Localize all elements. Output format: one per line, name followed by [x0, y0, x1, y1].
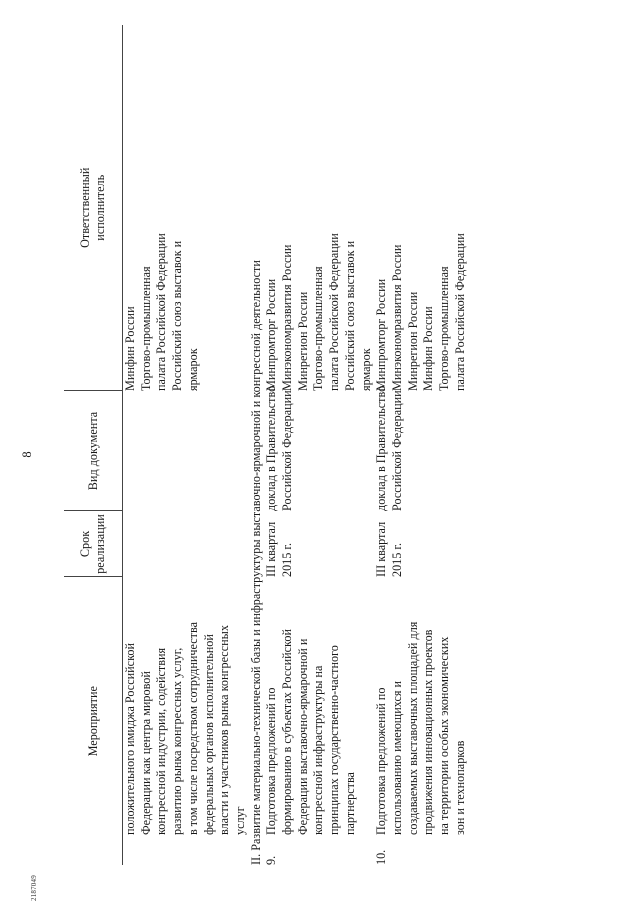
responsible-line: Минфин России	[123, 306, 137, 391]
row-number: 9.	[264, 855, 279, 865]
responsible-line: Минпромторг России	[374, 278, 389, 391]
event-line: создаваемых выставочных площадей для	[405, 621, 420, 835]
event-line: использованию имеющихся и	[389, 680, 404, 835]
event-line: власти и участников рынка конгрессных	[217, 625, 232, 835]
event-line: развитию рынка конгрессных услуг,	[170, 647, 185, 835]
header-term-line: реализации	[93, 514, 107, 574]
responsible-line: ярмарок	[185, 348, 200, 391]
event-line: услуг	[232, 806, 247, 835]
header-responsible	[64, 25, 123, 391]
term-cell-empty	[123, 511, 249, 577]
event-cell	[123, 577, 249, 835]
table-row-continuation	[123, 25, 249, 865]
page-number: 8	[20, 451, 34, 458]
responsible-line: палата Российской Федерации	[327, 233, 342, 391]
doc-type-cell	[264, 385, 374, 511]
event-line: партнерства	[342, 772, 357, 835]
header-term	[64, 511, 123, 577]
event-line: конгрессной индустрии, содействия	[154, 647, 169, 835]
responsible-line: Минфин России	[421, 306, 436, 391]
term-line: III квартал	[264, 521, 279, 577]
event-line: Подготовка предложений по	[264, 687, 279, 835]
event-line: продвижения инновационных проектов	[421, 629, 436, 835]
event-line: Подготовка предложений по	[374, 687, 389, 835]
term-line: 2015 г.	[389, 542, 404, 577]
event-line: на территории особых экономических	[437, 636, 452, 835]
row-number: 10.	[374, 849, 389, 865]
event-line: зон и технопарков	[452, 740, 467, 835]
responsible-line: Торгово-промышленная	[311, 266, 326, 391]
responsible-line: Минпромторг России	[264, 278, 279, 391]
event-line: положительного имиджа Российской	[123, 643, 137, 835]
section-heading: II. Развитие материально-технической базы и инфраструктуры выставочно-ярмарочной и конгрессной деятельности	[248, 260, 263, 865]
table-row	[264, 25, 374, 865]
doc-type-cell	[374, 385, 468, 511]
event-line: принципах государственно-частного	[327, 645, 342, 835]
header-event: Мероприятие	[64, 577, 123, 865]
doc-type-cell-empty	[123, 391, 249, 511]
event-line: федеральных органов исполнительной	[201, 634, 216, 835]
term-cell	[374, 511, 468, 577]
row-number-empty	[123, 835, 249, 865]
term-line: 2015 г.	[280, 542, 295, 577]
responsible-cell	[374, 25, 468, 391]
responsible-line: Минрегион России	[405, 291, 420, 391]
header-responsible-line: Ответственный	[78, 167, 92, 248]
responsible-cell	[123, 25, 249, 391]
header-term-line: Срок	[78, 530, 92, 558]
doc-type-line: доклад в Правительство	[374, 385, 389, 511]
header-doc-type: Вид документа	[64, 391, 123, 511]
responsible-line: Торгово-промышленная	[138, 266, 153, 391]
event-line: в том числе посредством сотрудничества	[185, 622, 200, 835]
responsible-line: Минэкономразвития России	[389, 244, 404, 391]
table-row	[374, 25, 468, 865]
event-cell	[374, 577, 468, 835]
event-line: Федерации как центра мировой	[138, 671, 153, 835]
responsible-line: Российский союз выставок и	[170, 240, 185, 391]
header-responsible-line: исполнитель	[93, 174, 107, 241]
table-header-row	[64, 25, 123, 865]
responsible-line: Минэкономразвития России	[280, 244, 295, 391]
document-id: 2187049	[30, 875, 38, 901]
rotated-page	[20, 22, 620, 901]
measures-table	[64, 25, 468, 865]
responsible-line: палата Российской Федерации	[452, 233, 467, 391]
doc-type-line: Российской Федерации	[389, 390, 404, 511]
responsible-line: Торгово-промышленная	[437, 266, 452, 391]
responsible-line: Российский союз выставок и	[342, 240, 357, 391]
event-line: конгрессной инфраструктуры на	[311, 665, 326, 835]
doc-type-line: доклад в Правительство	[264, 385, 279, 511]
event-line: формированию в субъектах Российской	[280, 629, 295, 835]
term-cell	[264, 511, 374, 577]
responsible-line: Минрегион России	[295, 291, 310, 391]
section-heading-row	[249, 25, 265, 865]
doc-type-line: Российской Федерации	[280, 390, 295, 511]
responsible-cell	[264, 25, 374, 391]
responsible-line: ярмарок	[358, 348, 373, 391]
responsible-line: палата Российской Федерации	[154, 233, 169, 391]
event-line: Федерации выставочно-ярмарочной и	[295, 638, 310, 835]
event-cell	[264, 577, 374, 835]
term-line: III квартал	[374, 521, 389, 577]
